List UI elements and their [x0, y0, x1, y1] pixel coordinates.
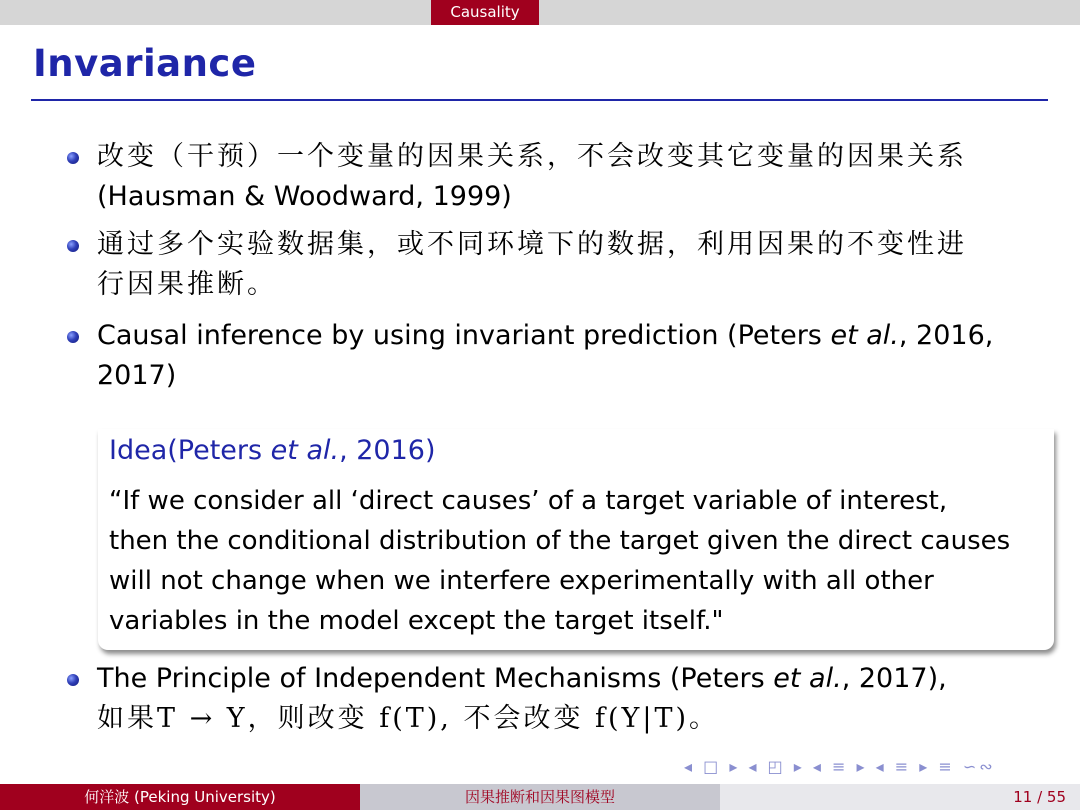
bullet-icon — [67, 240, 79, 252]
idea-line-1: “If we consider all ‘direct causes’ of a target variable of interest, — [109, 486, 948, 516]
bullet-icon — [67, 331, 79, 343]
idea-line-3: will not change when we interfere experimentally with all other — [109, 566, 934, 596]
bullet-3-line-1 — [97, 316, 1047, 356]
bullet-item-1 — [97, 137, 1047, 217]
bullet-2-line-1: 通过多个实验数据集，或不同环境下的数据，利用因果的不变性进 — [97, 229, 967, 260]
page-number: 11 / 55 — [1013, 788, 1066, 806]
bullet-4-line-2: 如果T → Y，则改变 f(T), 不会改变 f(Y|T)。 — [97, 703, 720, 734]
top-bar — [0, 0, 1080, 25]
beamer-navigation-icons[interactable]: ◂ □ ▸ ◂ ◰ ▸ ◂ ≡ ▸ ◂ ≡ ▸ ≡ ∽∾ — [684, 757, 996, 776]
idea-block-body — [109, 481, 1049, 641]
bullet-4-line-1 — [97, 659, 1047, 699]
footer-page-section — [720, 784, 1080, 810]
idea-block — [98, 429, 1054, 650]
bullet-1-line-1: 改变（干预）一个变量的因果关系，不会改变其它变量的因果关系 — [97, 141, 967, 172]
bullet-icon — [67, 674, 79, 686]
idea-title-text-b: , 2016) — [339, 435, 436, 466]
bullet-4-text-b: , 2017), — [841, 663, 947, 694]
bullet-item-3 — [97, 316, 1047, 396]
footer — [0, 784, 1080, 810]
bullet-icon — [67, 152, 79, 164]
bullet-4-text-a: The Principle of Independent Mechanisms (Peters — [97, 663, 774, 694]
bullet-4-italic: et al. — [773, 663, 842, 694]
bullet-3-text-b: , 2016, — [898, 320, 994, 351]
bullet-item-4 — [97, 659, 1047, 739]
bullet-2-line-2: 行因果推断。 — [97, 269, 277, 300]
idea-block-title — [109, 429, 436, 473]
bullet-1-line-2: (Hausman & Woodward, 1999) — [97, 181, 512, 212]
slide-title: Invariance — [33, 42, 257, 85]
bullet-3-line-2: 2017) — [97, 360, 177, 391]
idea-line-2: then the conditional distribution of the target given the direct causes — [109, 526, 1011, 556]
bullet-item-2 — [97, 225, 1047, 305]
footer-author: 何洋波 (Peking University) — [0, 784, 360, 810]
idea-line-4: variables in the model except the target itself." — [109, 606, 724, 636]
title-rule — [31, 99, 1048, 101]
section-tab: Causality — [431, 0, 539, 25]
footer-course: 因果推断和因果图模型 — [360, 784, 720, 810]
idea-title-italic: et al. — [270, 435, 340, 466]
bullet-3-text-a: Causal inference by using invariant prediction (Peters — [97, 320, 831, 351]
idea-title-text-a: Idea(Peters — [109, 435, 271, 466]
bullet-3-italic: et al. — [830, 320, 899, 351]
